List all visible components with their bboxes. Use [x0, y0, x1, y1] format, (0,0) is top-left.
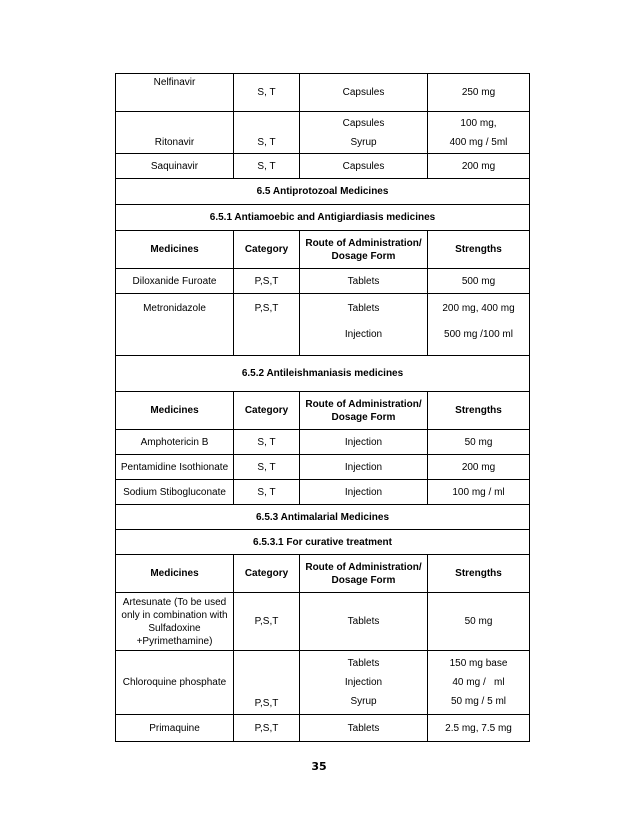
header-route [300, 555, 428, 593]
table-row [116, 430, 530, 455]
route-cell: Capsules [300, 74, 428, 112]
medicine-name: Metronidazole [116, 294, 234, 356]
section-heading: 6.5 Antiprotozoal Medicines [116, 179, 530, 205]
strength-value: 400 mg / 5ml [449, 136, 508, 148]
table-row [116, 593, 530, 651]
table-row [116, 269, 530, 294]
page-number: 35 [311, 760, 327, 773]
strength-value: 150 mg base [449, 658, 508, 669]
category-cell: P,S,T [234, 294, 300, 356]
table-row [116, 480, 530, 505]
medicine-name-line: only in combination with [121, 609, 228, 621]
route-cell: Tablets [300, 715, 428, 742]
strength-value: 40 mg / ml [452, 677, 505, 688]
category-cell: S, T [234, 154, 300, 179]
header-route [300, 392, 428, 430]
strength-cell: 250 mg [428, 74, 530, 112]
medicine-name: Ritonavir [116, 112, 234, 154]
table-row [116, 74, 530, 112]
table-header-row [116, 392, 530, 430]
category-cell: S, T [234, 74, 300, 112]
medicine-name [116, 593, 234, 651]
medicine-name: Amphotericin B [116, 430, 234, 455]
table-row [116, 715, 530, 742]
medicine-name: Primaquine [116, 715, 234, 742]
strength-cell: 50 mg [428, 593, 530, 651]
strength-value: 500 mg /100 ml [444, 329, 513, 340]
route-cell [300, 112, 428, 154]
route-value: Injection [344, 329, 383, 340]
medicine-name: Sodium Stibogluconate [116, 480, 234, 505]
route-cell [300, 294, 428, 356]
strength-cell [428, 651, 530, 715]
section-heading: 6.5.1 Antiamoebic and Antigiardiasis medicines [116, 205, 530, 231]
medicines-table [115, 73, 530, 742]
table-row [116, 154, 530, 179]
header-category: Category [234, 555, 300, 593]
category-cell: P,S,T [234, 593, 300, 651]
header-strengths: Strengths [428, 555, 530, 593]
strength-cell: 2.5 mg, 7.5 mg [428, 715, 530, 742]
category-cell: P,S,T [234, 651, 300, 715]
header-route-line: Dosage Form [331, 574, 396, 586]
table-header-row [116, 231, 530, 269]
medicine-name: Diloxanide Furoate [116, 269, 234, 294]
medicine-name: Chloroquine phosphate [116, 651, 234, 715]
strength-cell: 500 mg [428, 269, 530, 294]
header-route-line: Route of Administration/ [305, 398, 422, 410]
route-cell: Injection [300, 455, 428, 480]
route-value: Capsules [342, 117, 385, 129]
strength-value: 50 mg / 5 ml [450, 696, 507, 707]
strength-cell: 100 mg / ml [428, 480, 530, 505]
header-strengths: Strengths [428, 231, 530, 269]
table-row [116, 294, 530, 356]
strength-cell: 50 mg [428, 430, 530, 455]
strength-cell [428, 112, 530, 154]
category-cell: S, T [234, 430, 300, 455]
medicine-name: Nelfinavir [116, 74, 234, 112]
header-route [300, 231, 428, 269]
section-heading: 6.5.3 Antimalarial Medicines [116, 505, 530, 530]
header-category: Category [234, 392, 300, 430]
header-strengths: Strengths [428, 392, 530, 430]
table-row [116, 651, 530, 715]
table-row [116, 455, 530, 480]
medicine-name: Saquinavir [116, 154, 234, 179]
table-header-row [116, 555, 530, 593]
category-cell: P,S,T [234, 715, 300, 742]
header-route-line: Dosage Form [331, 250, 396, 262]
medicine-name-line: +Pyrimethamine) [136, 635, 213, 647]
medicine-table-page [115, 73, 529, 742]
strength-value: 200 mg, 400 mg [442, 303, 515, 314]
route-cell: Injection [300, 480, 428, 505]
section-heading: 6.5.3.1 For curative treatment [116, 530, 530, 555]
category-cell: S, T [234, 480, 300, 505]
route-cell: Injection [300, 430, 428, 455]
category-cell: S, T [234, 112, 300, 154]
header-medicines: Medicines [116, 231, 234, 269]
header-category: Category [234, 231, 300, 269]
route-value: Syrup [350, 696, 377, 707]
strength-cell [428, 294, 530, 356]
medicine-name: Pentamidine Isothionate [116, 455, 234, 480]
route-cell: Capsules [300, 154, 428, 179]
route-cell [300, 651, 428, 715]
header-route-line: Dosage Form [331, 411, 396, 423]
category-cell: P,S,T [234, 269, 300, 294]
strength-value: 100 mg, [460, 117, 497, 129]
route-value: Injection [344, 677, 383, 688]
route-cell: Tablets [300, 593, 428, 651]
header-medicines: Medicines [116, 555, 234, 593]
header-route-line: Route of Administration/ [305, 561, 422, 573]
category-cell: S, T [234, 455, 300, 480]
header-medicines: Medicines [116, 392, 234, 430]
table-row [116, 112, 530, 154]
medicine-name-line: Sulfadoxine [148, 622, 201, 634]
header-route-line: Route of Administration/ [305, 237, 422, 249]
section-heading: 6.5.2 Antileishmaniasis medicines [116, 356, 530, 392]
route-value: Tablets [347, 658, 380, 669]
strength-cell: 200 mg [428, 154, 530, 179]
route-cell: Tablets [300, 269, 428, 294]
route-value: Tablets [347, 303, 380, 314]
strength-cell: 200 mg [428, 455, 530, 480]
medicine-name-line: Artesunate (To be used [122, 596, 227, 608]
route-value: Syrup [350, 136, 377, 148]
